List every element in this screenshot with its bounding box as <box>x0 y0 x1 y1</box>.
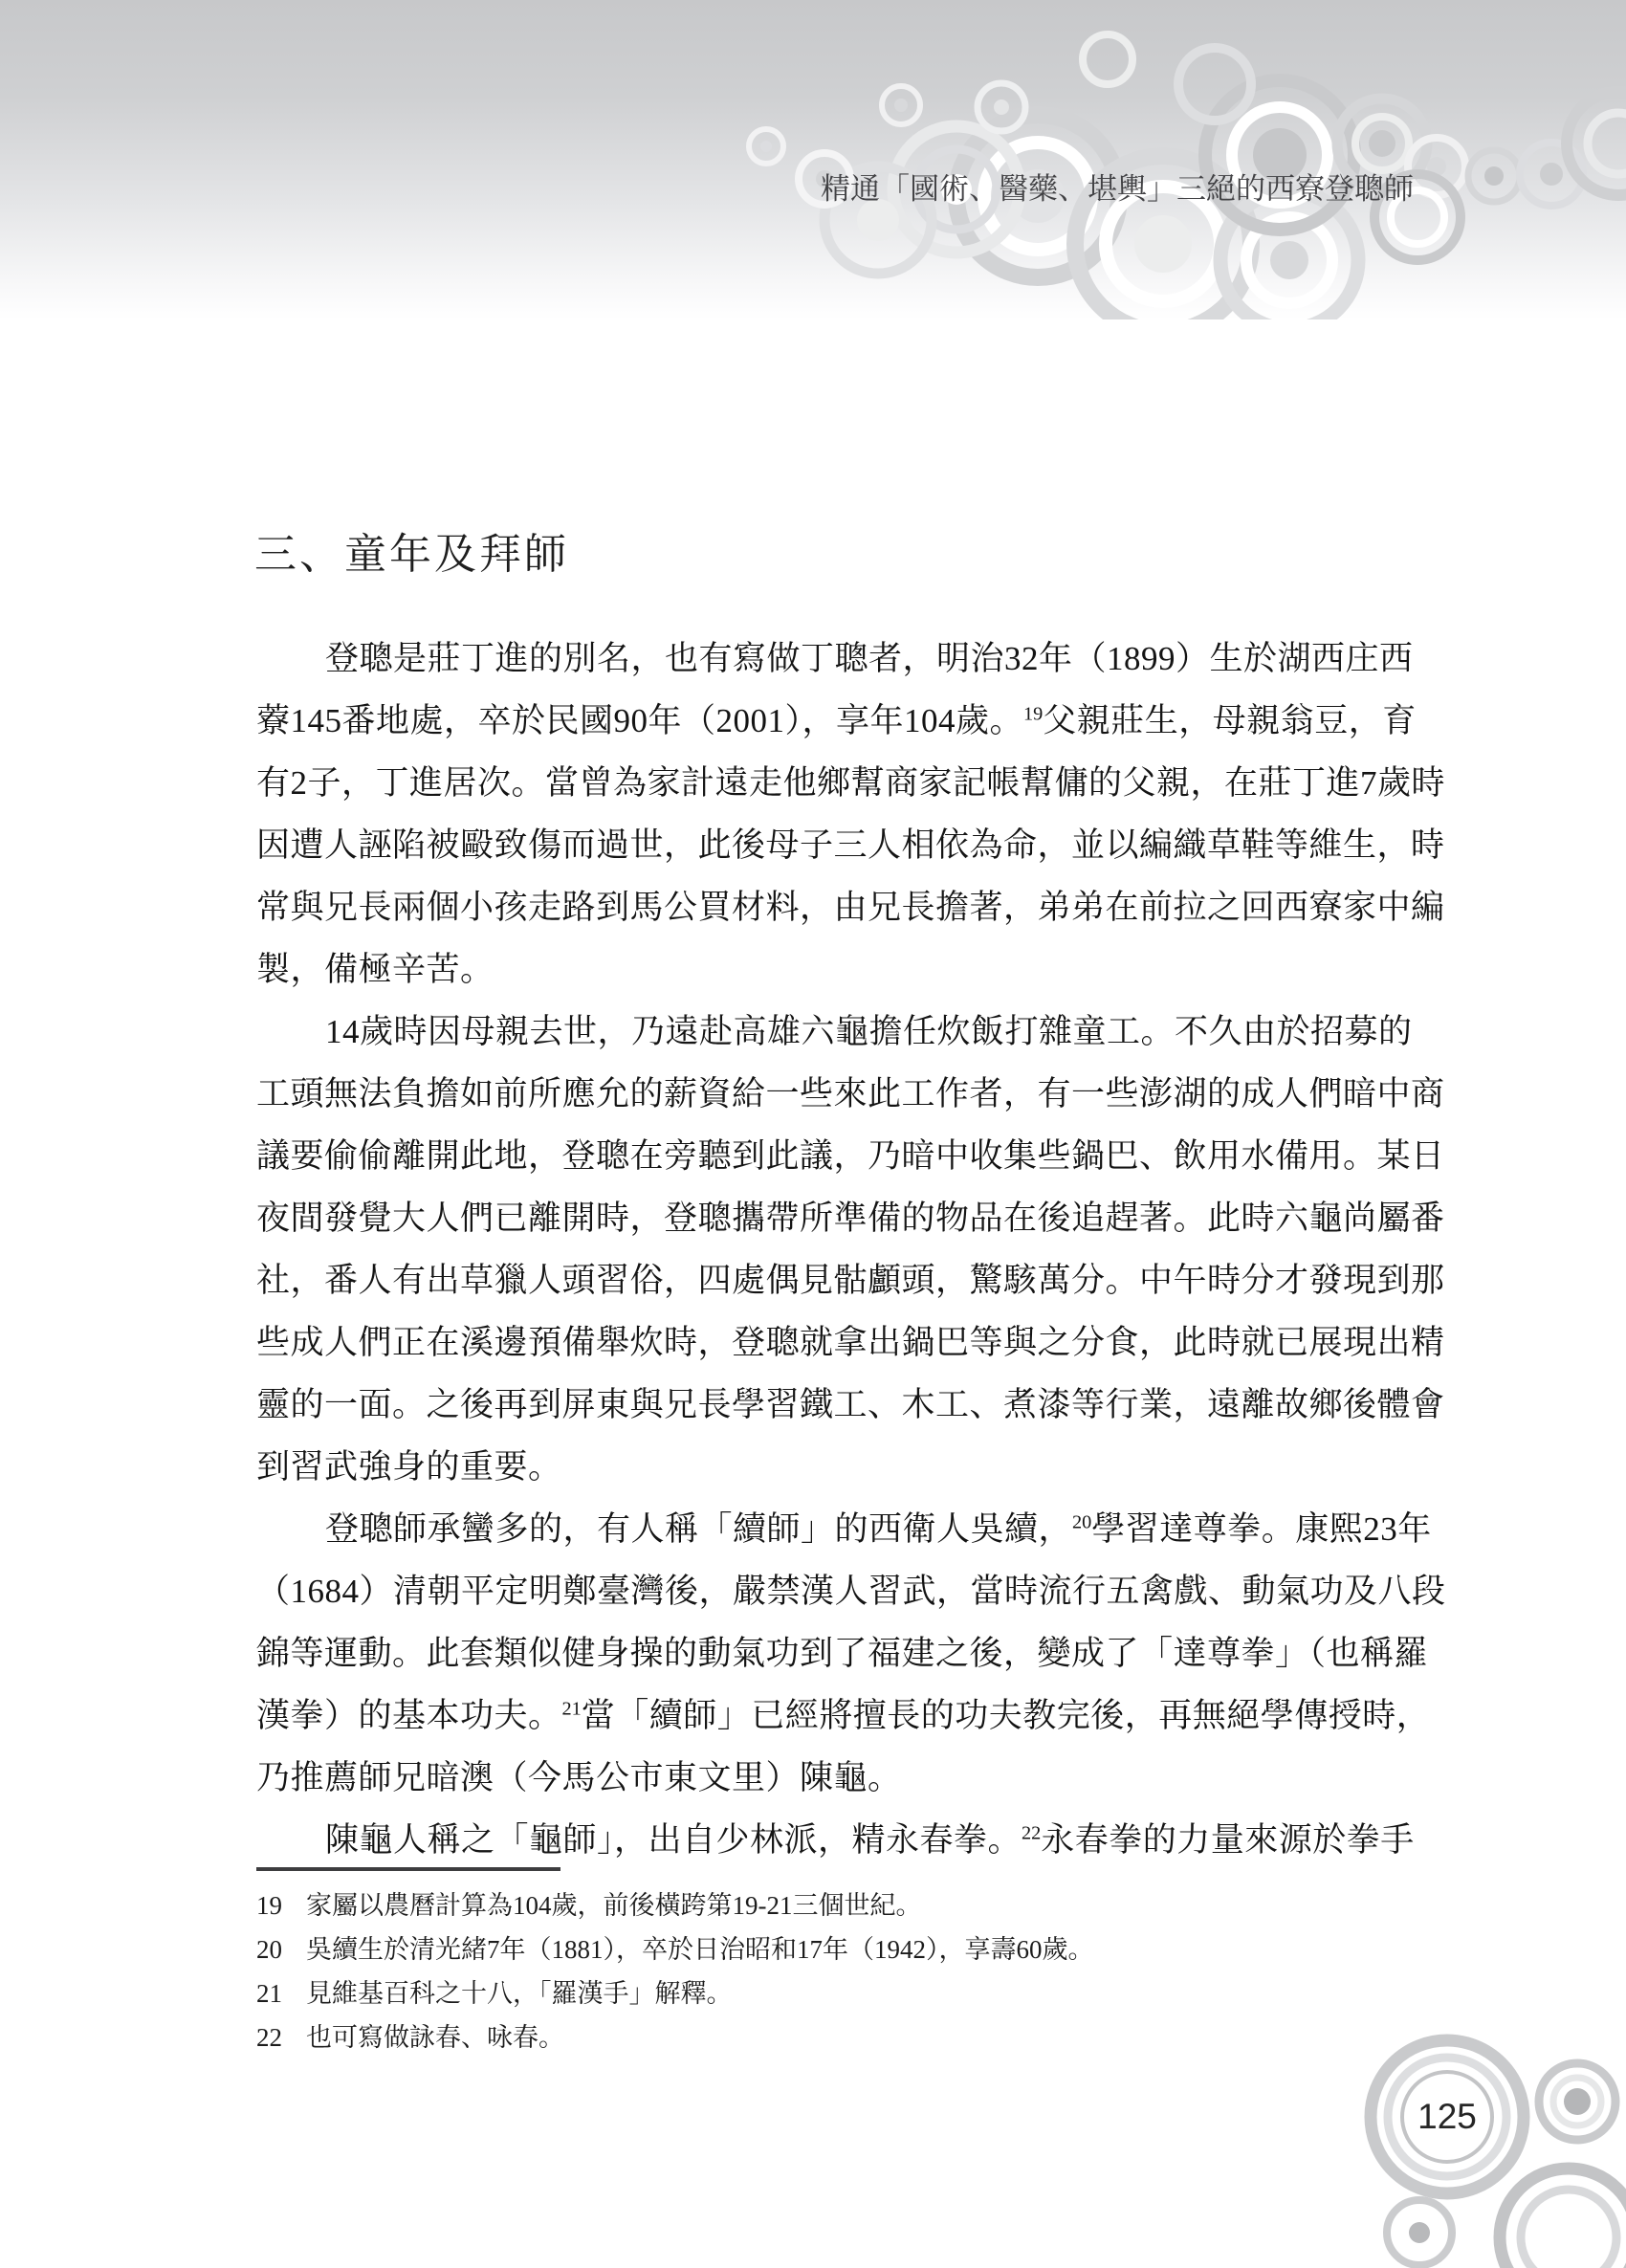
footnote-number: 20 <box>256 1935 282 1964</box>
body-line: 常與兄長兩個小孩走路到馬公買材料，由兄長擔著，弟弟在前拉之回西寮家中編 <box>256 889 1445 926</box>
footnote-text: 見維基百科之十八，「羅漢手」解釋。 <box>306 1979 733 2008</box>
body-line: 夜間發覺大人們已離開時，登聰攜帶所準備的物品在後追趕著。此時六龜尚屬番 <box>256 1200 1445 1237</box>
footnote-item <box>256 1890 1385 1922</box>
footnote-ref: 20 <box>1072 1511 1092 1533</box>
body-line: 漢拳）的基本功夫。$^{21}$當「續師」已經將擅長的功夫教完後，再無絕學傳授時， <box>256 1697 1431 1734</box>
footnote-ref: 22 <box>1022 1822 1042 1844</box>
body-line: 登聰師承蠻多的，有人稱「續師」的西衛人吳續，$^{20}$學習達尊拳。康熙23年 <box>325 1510 1432 1548</box>
footnote-number: 19 <box>256 1891 282 1920</box>
body-line: 14歲時因母親去世，乃遠赴高雄六龜擔任炊飯打雜童工。不久由於招募的 <box>325 1013 1413 1050</box>
footnote-text: 家屬以農曆計算為104歲，前後橫跨第19-21三個世紀。 <box>306 1891 922 1920</box>
body-line: 議要偷偷離開此地，登聰在旁聽到此議，乃暗中收集些鍋巴、飲用水備用。某日 <box>256 1137 1445 1175</box>
footnote-text: 吳續生於清光緒7年（1881），卒於日治昭和17年（1942），享壽60歲。 <box>306 1935 1094 1964</box>
body-text <box>256 628 1446 1871</box>
footnote-number: 22 <box>256 2023 282 2052</box>
body-line: 藔145番地處，卒於民國90年（2001），享年104歲。$^{19}$父親莊生，母親翁豆，育 <box>256 702 1417 739</box>
body-line: 工頭無法負擔如前所應允的薪資給一些來此工作者，有一些澎湖的成人們暗中商 <box>256 1075 1445 1112</box>
footnote-ref: 21 <box>561 1698 582 1720</box>
page-number: 125 <box>1417 2097 1477 2136</box>
running-header-title: 精通「國術、醫藥、堪輿」三絕的西寮登聰師 <box>821 172 1414 206</box>
body-line: 陳龜人稱之「龜師」，出自少林派，精永春拳。$^{22}$永春拳的力量來源於拳手 <box>325 1821 1415 1859</box>
body-line: 靈的一面。之後再到屏東與兄長學習鐵工、木工、煮漆等行業，遠離故鄉後體會 <box>256 1386 1445 1423</box>
body-line: （1684）清朝平定明鄭臺灣後，嚴禁漢人習武，當時流行五禽戲、動氣功及八段 <box>256 1573 1446 1610</box>
footnote-number: 21 <box>256 1979 282 2008</box>
footnote-separator <box>256 1867 560 1871</box>
body-paragraph <box>256 628 1446 1001</box>
body-line: 錦等運動。此套類似健身操的動氣功到了福建之後，變成了「達尊拳」（也稱羅 <box>256 1635 1429 1672</box>
body-line: 乃推薦師兄暗澳（今馬公市東文里）陳龜。 <box>256 1759 902 1796</box>
body-line: 製，備極辛苦。 <box>256 951 494 988</box>
body-line: 社，番人有出草獵人頭習俗，四處偶見骷顱頭，驚駭萬分。中午時分才發現到那 <box>256 1262 1445 1299</box>
body-line: 登聰是莊丁進的別名，也有寫做丁聰者，明治32年（1899）生於湖西庄西 <box>325 640 1414 677</box>
body-line: 有2子，丁進居次。當曾為家計遠走他鄉幫商家記帳幫傭的父親，在莊丁進7歲時 <box>256 764 1446 802</box>
body-line: 到習武強身的重要。 <box>256 1448 562 1486</box>
footnotes <box>256 1890 1385 2066</box>
footnote-item <box>256 2022 1385 2054</box>
body-paragraph <box>256 1001 1445 1498</box>
header-band <box>0 0 1626 319</box>
footnote-item <box>256 1978 1385 2010</box>
footnote-text: 也可寫做詠春、咏春。 <box>306 2023 564 2052</box>
header-circles-decoration <box>0 0 1626 319</box>
body-line: 因遭人誣陷被毆致傷而過世，此後母子三人相依為命，並以編織草鞋等維生，時 <box>256 826 1445 864</box>
section-heading: 三、童年及拜師 <box>254 531 569 578</box>
body-paragraph <box>256 1498 1446 1809</box>
footnote-item <box>256 1934 1385 1966</box>
footnote-ref: 19 <box>1023 703 1044 725</box>
body-line: 些成人們正在溪邊預備舉炊時，登聰就拿出鍋巴等與之分食，此時就已展現出精 <box>256 1324 1445 1361</box>
body-paragraph <box>256 1809 1415 1871</box>
